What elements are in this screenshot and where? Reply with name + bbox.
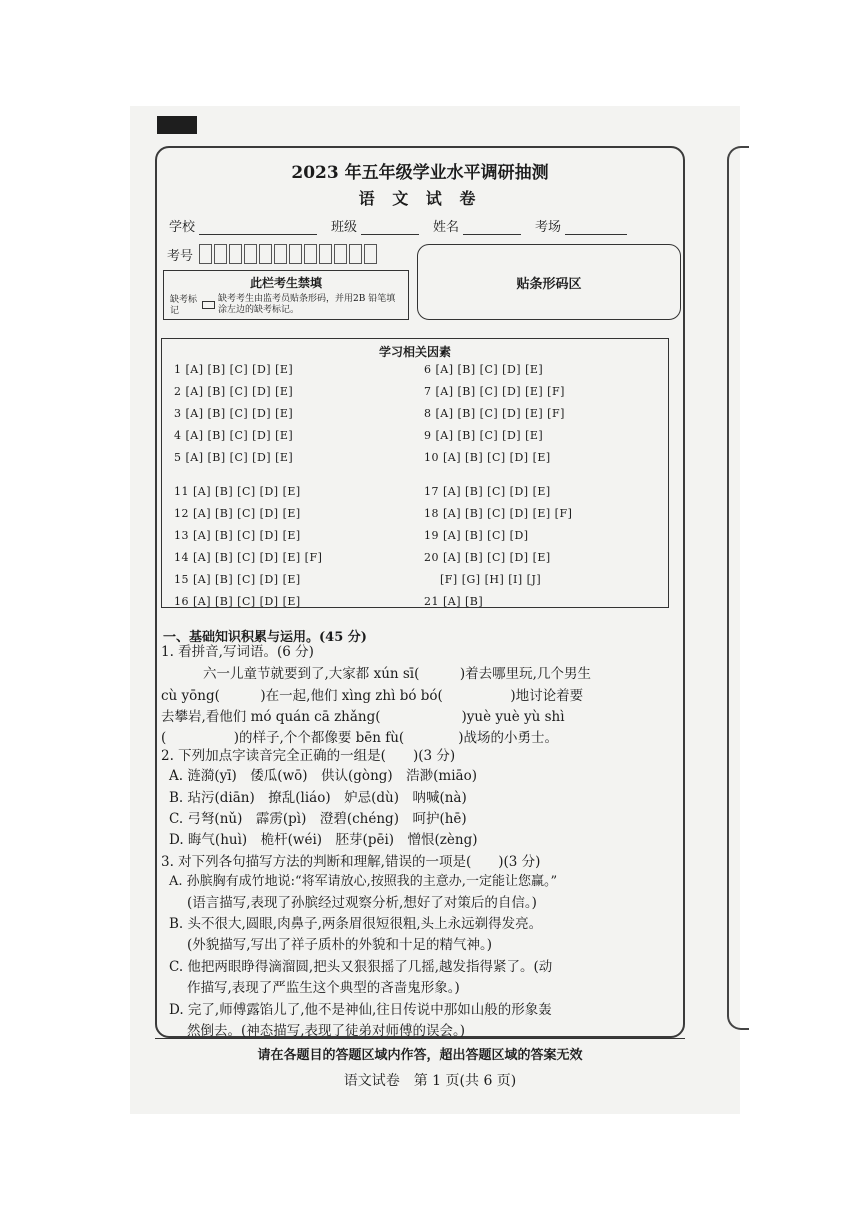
factor-item[interactable]: 21 [A] [B] — [424, 595, 484, 608]
question-line: 然倒去。(神态描写,表现了徒弟对师傅的误会。) — [187, 1023, 466, 1039]
factor-item[interactable]: 17 [A] [B] [C] [D] [E] — [424, 485, 551, 498]
exam-number-label: 考号 — [167, 248, 194, 264]
factor-item[interactable]: 14 [A] [B] [C] [D] [E] [F] — [174, 551, 323, 564]
class-field[interactable] — [361, 220, 419, 235]
factor-item[interactable]: 5 [A] [B] [C] [D] [E] — [174, 451, 294, 464]
question-line: ( )的样子,个个都像要 bēn fù( )战场的小勇士。 — [161, 730, 558, 746]
barcode-area: 贴条形码区 — [417, 244, 681, 320]
exam-number-digit-box[interactable] — [199, 244, 212, 264]
exam-number-boxes[interactable] — [199, 244, 379, 264]
absent-mark-box[interactable] — [202, 301, 215, 309]
exam-number-digit-box[interactable] — [334, 244, 347, 264]
factor-item[interactable]: 13 [A] [B] [C] [D] [E] — [174, 529, 301, 542]
answer-sheet-frame — [155, 146, 685, 1063]
factor-item[interactable]: [F] [G] [H] [I] [J] — [440, 573, 542, 586]
question-line: 去攀岩,看他们 mó quán cā zhǎng( )yuè yuè yù shì — [161, 709, 565, 725]
question-line: cù yōng( )在一起,他们 xìng zhì bó bó( )地讨论着要 — [161, 688, 584, 704]
room-field[interactable] — [565, 220, 627, 235]
question-stem: 3. 对下列各句描写方法的判断和理解,错误的一项是( )(3 分) — [161, 854, 541, 870]
exam-number-digit-box[interactable] — [289, 244, 302, 264]
class-label: 班级 — [331, 220, 358, 235]
factor-item[interactable]: 15 [A] [B] [C] [D] [E] — [174, 573, 301, 586]
school-field[interactable] — [199, 220, 317, 235]
footer-divider — [155, 1038, 685, 1039]
factor-item[interactable]: 6 [A] [B] [C] [D] [E] — [424, 363, 544, 376]
exam-title: 2023 年五年级学业水平调研抽测 — [291, 163, 549, 183]
factor-item[interactable]: 8 [A] [B] [C] [D] [E] [F] — [424, 407, 565, 420]
student-info-row — [169, 216, 627, 235]
learning-factors-title: 学习相关因素 — [378, 345, 451, 359]
factor-item[interactable]: 10 [A] [B] [C] [D] [E] — [424, 451, 551, 464]
question-line: (语言描写,表现了孙膑经过观察分析,想好了对策后的自信。) — [187, 895, 537, 911]
exam-number-digit-box[interactable] — [364, 244, 377, 264]
page-number: 语文试卷 第 1 页(共 6 页) — [343, 1073, 517, 1089]
question-line: B. 头不很大,圆眼,肉鼻子,两条眉很短很粗,头上永远剃得发亮。 — [169, 916, 543, 932]
question-line: D. 晦气(huì) 桅杆(wéi) 胚芽(pēi) 憎恨(zèng) — [169, 832, 478, 848]
factor-item[interactable]: 20 [A] [B] [C] [D] [E] — [424, 551, 551, 564]
question-line: (外貌描写,写出了祥子质朴的外貌和十足的精气神。) — [187, 937, 493, 953]
factor-item[interactable]: 1 [A] [B] [C] [D] [E] — [174, 363, 294, 376]
exam-number-digit-box[interactable] — [229, 244, 242, 264]
exam-number-digit-box[interactable] — [259, 244, 272, 264]
question-stem: 2. 下列加点字读音完全正确的一组是( )(3 分) — [161, 748, 456, 764]
exam-number-row — [167, 244, 379, 264]
exam-number-digit-box[interactable] — [304, 244, 317, 264]
question-line: A. 孙膑胸有成竹地说:“将军请放心,按照我的主意办,一定能让您赢。” — [169, 874, 558, 889]
question-line: C. 弓弩(nǔ) 霹雳(pì) 澄碧(chéng) 呵护(hē) — [169, 811, 467, 827]
section-heading: 一、基础知识积累与运用。(45 分) — [163, 630, 367, 645]
question-line: B. 玷污(diān) 撩乱(liáo) 妒忌(dù) 呐喊(nà) — [169, 790, 467, 806]
room-label: 考场 — [535, 220, 562, 235]
question-line: 作描写,表现了严监生这个典型的吝啬鬼形象。) — [187, 980, 460, 996]
name-label: 姓名 — [433, 220, 460, 235]
factor-item[interactable]: 4 [A] [B] [C] [D] [E] — [174, 429, 294, 442]
exam-number-digit-box[interactable] — [214, 244, 227, 264]
question-stem: 1. 看拼音,写词语。(6 分) — [161, 644, 314, 660]
next-page-edge — [727, 146, 749, 1030]
exam-number-digit-box[interactable] — [274, 244, 287, 264]
restricted-title: 此栏考生禁填 — [249, 276, 322, 290]
absent-mark-label: 缺考标记 — [170, 295, 198, 316]
factor-item[interactable]: 11 [A] [B] [C] [D] [E] — [174, 485, 301, 498]
factor-item[interactable]: 3 [A] [B] [C] [D] [E] — [174, 407, 294, 420]
name-field[interactable] — [463, 220, 521, 235]
factor-item[interactable]: 19 [A] [B] [C] [D] — [424, 529, 529, 542]
restricted-box — [163, 270, 409, 320]
answer-area-note: 请在各题目的答题区域内作答，超出答题区域的答案无效 — [257, 1048, 583, 1063]
factor-item[interactable]: 18 [A] [B] [C] [D] [E] [F] — [424, 507, 573, 520]
black-corner-mark — [157, 116, 197, 134]
exam-number-digit-box[interactable] — [319, 244, 332, 264]
question-line: 六一儿童节就要到了,大家都 xún sī( )着去哪里玩,几个男生 — [203, 666, 591, 682]
restricted-instruction: 缺考考生由监考员贴条形码，并用2B 铅笔填涂左边的缺考标记。 — [218, 294, 396, 315]
factor-item[interactable]: 16 [A] [B] [C] [D] [E] — [174, 595, 301, 608]
exam-number-digit-box[interactable] — [244, 244, 257, 264]
factor-item[interactable]: 9 [A] [B] [C] [D] [E] — [424, 429, 544, 442]
factor-item[interactable]: 7 [A] [B] [C] [D] [E] [F] — [424, 385, 565, 398]
factor-item[interactable]: 12 [A] [B] [C] [D] [E] — [174, 507, 301, 520]
learning-factors-box — [161, 338, 669, 608]
school-label: 学校 — [169, 220, 196, 235]
question-line: C. 他把两眼睁得滴溜圆,把头又狠狠摇了几摇,越发指得紧了。(动 — [169, 959, 553, 975]
question-line: D. 完了,师傅露馅儿了,他不是神仙,往日传说中那如山般的形象轰 — [169, 1002, 552, 1018]
exam-number-digit-box[interactable] — [349, 244, 362, 264]
exam-subtitle: 语 文 试 卷 — [358, 189, 482, 208]
factor-item[interactable]: 2 [A] [B] [C] [D] [E] — [174, 385, 294, 398]
question-line: A. 涟漪(yī) 倭瓜(wō) 供认(gòng) 浩渺(miāo) — [169, 768, 477, 784]
